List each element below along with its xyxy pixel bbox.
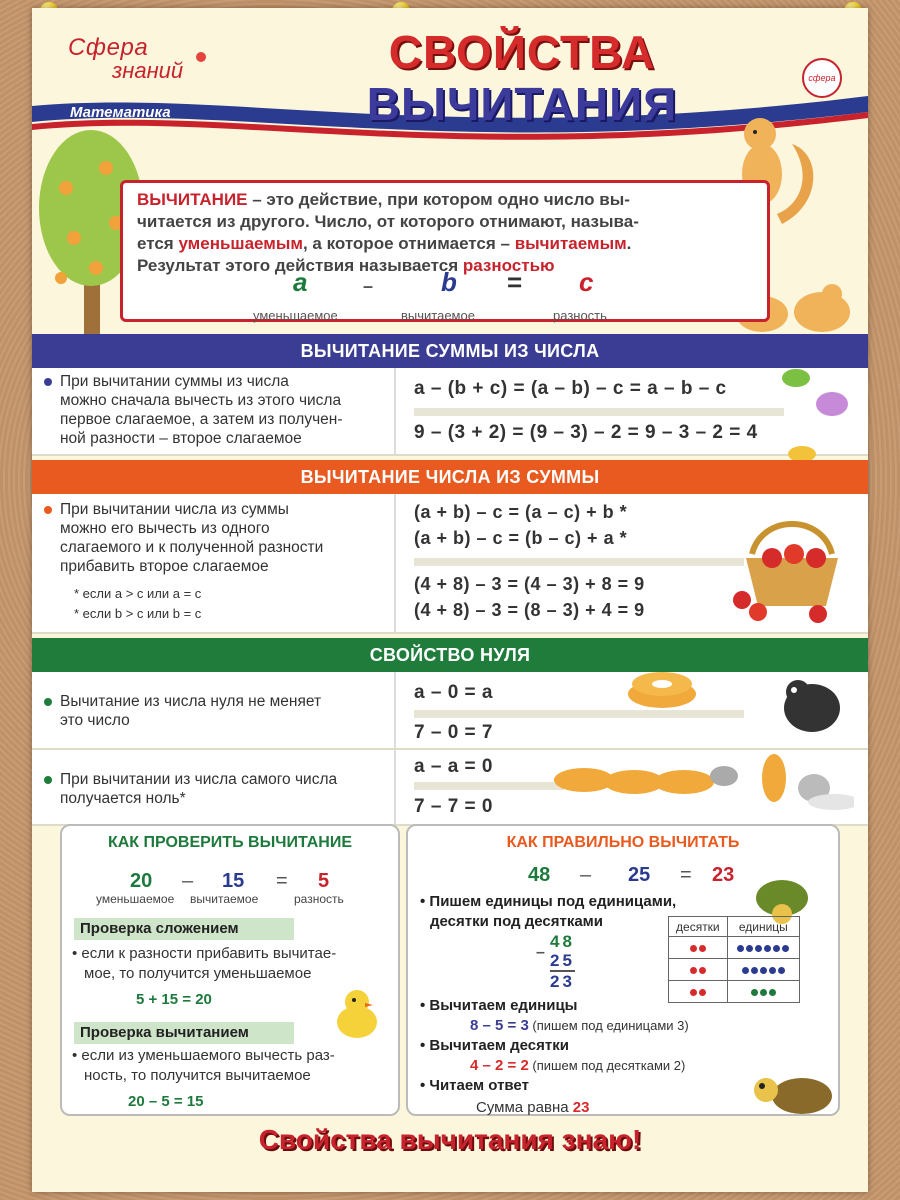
section1-eq1: a – (b + c) = (a – b) – c = a – b – c (414, 378, 727, 399)
table-row (669, 981, 800, 1003)
howto-answer-line (476, 1098, 589, 1118)
counter-dot (737, 945, 744, 952)
ones-dots (727, 981, 799, 1003)
check-method1-line1: • если к разности прибавить вычитае- (72, 945, 337, 962)
section2-note2: * если b > c или b = c (74, 606, 202, 621)
check-method2-text (72, 1046, 335, 1086)
howto-answer: 23 (572, 1099, 590, 1116)
formula-a: a (293, 267, 308, 297)
definition-line3 (137, 233, 753, 255)
howto-step3-line (470, 1056, 685, 1076)
section3-rule2-line2: получается ноль* (60, 790, 186, 807)
counter-dot (769, 989, 776, 996)
table-header-tens: десятки (669, 917, 728, 937)
poster-title (282, 26, 762, 130)
tens-dots (669, 981, 728, 1003)
howto-step4: • Читаем ответ (420, 1077, 529, 1094)
section2-bullet (44, 506, 52, 514)
counter-dot (782, 945, 789, 952)
section3-eq2: 7 – 0 = 7 (414, 722, 493, 743)
howto-title: КАК ПРАВИЛЬНО ВЫЧИТАТЬ (506, 834, 740, 851)
counter-dot (760, 967, 767, 974)
check-card (60, 824, 400, 1116)
check-label-subtrahend: вычитаемое (190, 892, 259, 906)
howto-step2-note: (пишем под единицами 3) (528, 1018, 689, 1033)
column-minus-sign: – (536, 944, 545, 961)
section3-divider1 (394, 672, 396, 748)
counter-dot (690, 989, 697, 996)
tens-dots (669, 937, 728, 959)
definition-term: ВЫЧИТАНИЕ (137, 190, 248, 209)
section3-separator2 (414, 782, 564, 790)
column-row-difference: 23 (550, 972, 575, 991)
check-method1-line2: мое, то получится уменьшаемое (84, 965, 312, 982)
check-method1-text (72, 944, 336, 984)
howto-minus: – (580, 864, 592, 886)
column-row-subtrahend: 25 (550, 951, 575, 970)
check-minus: – (182, 870, 194, 892)
place-value-table (668, 916, 800, 1003)
counter-dot (755, 945, 762, 952)
counter-dot (690, 967, 697, 974)
check-n1: 20 (130, 870, 153, 892)
section3-bullet1 (44, 698, 52, 706)
howto-answer-pre: Сумма равна (476, 1099, 573, 1116)
table-row (669, 959, 800, 981)
check-label-minuend: уменьшаемое (96, 892, 175, 906)
check-method2-line2: ность, то получится вычитаемое (84, 1067, 311, 1084)
chick-illustration (332, 986, 382, 1042)
section2-note1: * если a > c или a = c (74, 586, 202, 601)
bagels-crow-illustration (622, 654, 852, 754)
formula-c: c (579, 267, 594, 297)
definition-formula (123, 267, 767, 323)
definition-line2: читается из другого. Число, от которого отнимают, называ- (137, 212, 639, 231)
poster (32, 8, 868, 1192)
table-header-ones: единицы (727, 917, 799, 937)
section1-rule-line3: первое слагаемое, а затем из получен- (60, 411, 343, 428)
section1-rule-line4: ной разности – второе слагаемое (60, 430, 302, 447)
check-label-difference: разность (294, 892, 344, 906)
brand-logo (68, 34, 183, 84)
section2-rule-line3: слагаемого и к полученной разности (60, 539, 324, 556)
title-line2: ВЫЧИТАНИЯ (366, 78, 678, 130)
check-method2-title: Проверка вычитанием (74, 1022, 294, 1044)
howto-n1: 48 (528, 864, 551, 886)
section3-title: СВОЙСТВО НУЛЯ (32, 638, 868, 672)
brand-dot (196, 52, 206, 62)
counter-dot (751, 967, 758, 974)
counter-dot (769, 967, 776, 974)
definition-text4-pre: Результат этого действия называется (137, 256, 463, 275)
section3-rule1-line1: Вычитание из числа нуля не меняет (60, 693, 322, 710)
counter-dot (764, 945, 771, 952)
howto-step2-eq: 8 – 5 = 3 (470, 1017, 529, 1034)
definition-text3-pre: ется (137, 234, 179, 253)
minuend-word: уменьшаемым (178, 234, 303, 253)
publisher-badge: сфера (802, 58, 842, 98)
section3-rule1-line2: это число (60, 712, 130, 729)
definition-box (120, 180, 770, 322)
check-method1-title: Проверка сложением (74, 918, 294, 940)
ones-dots (727, 937, 799, 959)
section1-bullet (44, 378, 52, 386)
section2-rule-line1: При вычитании числа из суммы (60, 501, 289, 518)
counter-dot (760, 989, 767, 996)
check-method1-eq: 5 + 15 = 20 (136, 991, 212, 1008)
counter-dot (746, 945, 753, 952)
section1-rule-line2: можно сначала вычесть из этого числа (60, 392, 342, 409)
brand-line2: знаний (112, 58, 184, 83)
howto-step1-line1: • Пишем единицы под единицами, (420, 893, 677, 910)
turtle-bottom-illustration (752, 1066, 838, 1122)
counter-dot (699, 967, 706, 974)
section2-rule (44, 500, 323, 576)
howto-step3-eq: 4 – 2 = 2 (470, 1057, 529, 1074)
check-method2-line1: • если из уменьшаемого вычесть раз- (72, 1047, 335, 1064)
table-row (669, 937, 800, 959)
section2-title: ВЫЧИТАНИЕ ЧИСЛА ИЗ СУММЫ (32, 460, 868, 494)
howto-step3: • Вычитаем десятки (420, 1037, 569, 1054)
section3-eq3: a – a = 0 (414, 756, 493, 777)
definition-text3-end: . (626, 234, 632, 253)
section1-title: ВЫЧИТАНИЕ СУММЫ ИЗ ЧИСЛА (32, 334, 868, 368)
section1-separator (414, 408, 784, 416)
subtrahend-word: вычитаемым (514, 234, 627, 253)
section1-row (32, 368, 868, 456)
howto-step1-line2: десятки под десятками (430, 913, 603, 930)
counter-dot (699, 989, 706, 996)
check-method2-eq: 20 – 5 = 15 (128, 1093, 204, 1110)
section2-eq4: (4 + 8) – 3 = (8 – 3) + 4 = 9 (414, 600, 645, 620)
section1-rule (44, 372, 343, 448)
formula-a-label: уменьшаемое (253, 308, 338, 323)
section2-eq3: (4 + 8) – 3 = (4 – 3) + 8 = 9 (414, 574, 645, 594)
howto-step2: • Вычитаем единицы (420, 997, 578, 1014)
title-line1: СВОЙСТВА (388, 26, 656, 78)
definition-line1 (137, 189, 753, 211)
formula-b-label: вычитаемое (401, 308, 475, 323)
counter-dot (690, 945, 697, 952)
section2-separator (414, 558, 744, 566)
section2-rule-line4: прибавить второе слагаемое (60, 558, 269, 575)
counter-dot (699, 945, 706, 952)
howto-n2: 25 (628, 864, 651, 886)
section3-divider2 (394, 750, 396, 824)
check-n3: 5 (318, 870, 330, 892)
birds-illustration (772, 364, 862, 464)
section3-eq4: 7 – 7 = 0 (414, 796, 493, 817)
difference-word: разностью (462, 256, 555, 275)
ones-dots (727, 959, 799, 981)
check-n2: 15 (222, 870, 245, 892)
section1-rule-line1: При вычитании суммы из числа (60, 373, 289, 390)
howto-equals: = (680, 864, 692, 886)
formula-equals: = (507, 267, 523, 297)
definition-text1: – это действие, при котором одно число вы- (247, 190, 630, 209)
section2-divider (394, 494, 396, 632)
section3-bullet2 (44, 776, 52, 784)
bagels-mice-illustration (544, 748, 854, 818)
section1-eq2: 9 – (3 + 2) = (9 – 3) – 2 = 9 – 3 – 2 = 4 (414, 422, 758, 443)
counter-dot (778, 967, 785, 974)
section3-rule1 (44, 692, 321, 730)
tens-dots (669, 959, 728, 981)
howto-n3: 23 (712, 864, 735, 886)
section3-eq1: a – 0 = a (414, 682, 493, 703)
section3-rule2-line1: При вычитании из числа самого числа (60, 771, 338, 788)
footer-slogan: Свойства вычитания знаю! (258, 1124, 642, 1155)
counter-dot (742, 967, 749, 974)
section2-rule-line2: можно его вычесть из одного (60, 520, 270, 537)
column-row-minuend: 48 (550, 932, 575, 951)
howto-step3-note: (пишем под десятками 2) (528, 1058, 686, 1073)
formula-c-label: разность (553, 308, 607, 323)
formula-minus: – (363, 276, 374, 296)
apple-basket-illustration (732, 514, 852, 624)
section2-eq1: (a + b) – c = (a – c) + b * (414, 502, 628, 522)
howto-step2-line (470, 1016, 689, 1036)
counter-dot (773, 945, 780, 952)
counter-dot (751, 989, 758, 996)
subject-label: Математика (70, 104, 171, 121)
brand-line1: Сфера (68, 34, 149, 61)
section1-divider (394, 368, 396, 454)
howto-step1 (420, 892, 676, 932)
column-subtraction (550, 932, 575, 991)
definition-text3-mid: , а которое отнимается – (302, 234, 515, 253)
check-title: КАК ПРОВЕРИТЬ ВЫЧИТАНИЕ (107, 834, 353, 851)
formula-b: b (441, 267, 457, 297)
check-equals: = (276, 870, 288, 892)
section2-eq2: (a + b) – c = (b – c) + a * (414, 528, 628, 548)
section3-rule2 (44, 770, 337, 808)
